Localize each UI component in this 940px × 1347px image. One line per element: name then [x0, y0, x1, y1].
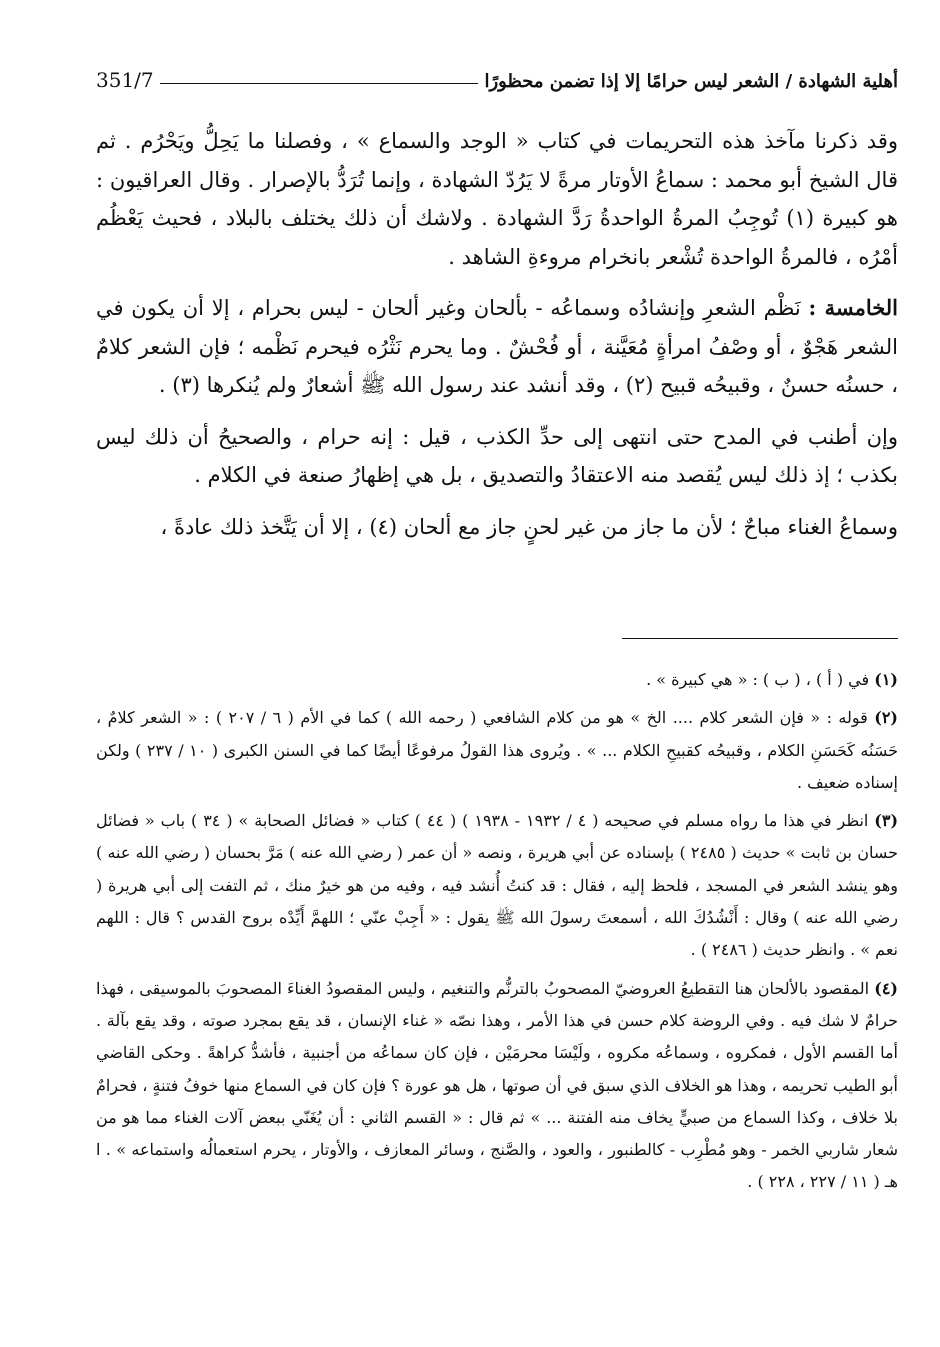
- footnotes: [96, 664, 898, 1199]
- paragraph-4: وسماعُ الغناء مباحٌ ؛ لأن ما جاز من غير لحنٍ جاز مع ألحان (٤) ، إلا أن يَتَّخذ ذلك عادةً ،: [160, 514, 898, 539]
- footnote-separator: [622, 638, 898, 639]
- running-title: أهلية الشهادة / الشعر ليس حرامًا إلا إذا تضمن محظورًا: [484, 71, 898, 92]
- page-header: [96, 56, 898, 96]
- footnote-4-number: (٤): [874, 978, 898, 998]
- page-number: 351/7: [96, 68, 154, 92]
- footnote-1-text: في ( أ ) ، ( ب ) : « هي كبيرة » .: [646, 670, 870, 689]
- footnote-3-number: (٣): [874, 811, 899, 831]
- header-rule: [160, 83, 479, 84]
- paragraph-1: وقد ذكرنا مآخذ هذه التحريمات في كتاب « الوجد والسماع » ، وفصلنا ما يَحِلُّ ويَحْرُم . ثم قال الشيخ أبو محمد : سماعُ الأوتار مرةً لا يَرُدّ الشهادة ، وإنما تُرَدُّ بالإصرار . وقال العراقيون : هو كبيرة (١) تُوجِبُ المرةُ الواحدةُ رَدَّ الشهادة . ولاشك أن ذلك يختلف بالبلاد ، فحيث يَعْظُم أمْرُه ، فالمرةُ الواحدة تُشْعر بانخرام مروءةِ الشاهد .: [96, 129, 898, 269]
- footnote-2-number: (٢): [874, 708, 898, 728]
- footnote-2: [96, 702, 898, 799]
- paragraph-2: [96, 289, 898, 405]
- main-text: [96, 122, 898, 546]
- section-heading-fifth: الخامسة :: [808, 295, 899, 320]
- footnote-4: [96, 973, 898, 1199]
- footnote-3-text: انظر في هذا ما رواه مسلم في صحيحه ( ٤ / ١٩٣٢ - ١٩٣٨ ) ( ٤٤ ) كتاب « فضائل الصحابة » ( ٣٤ ) باب « فضائل حسان بن ثابت » حديث ( ٢٤٨٥ ) بإسناده عن أبي هريرة ، ونصه « أن عمر ( رضي الله عنه ) مَرَّ بحسان ( رضي الله عنه ) وهو ينشد الشعر في المسجد ، فلحظ إليه ، فقال : قد كنتُ أُنشد فيه ، وفيه من هو خيرٌ منك ، ثم التفت إلى أبي هريرة ( رضي الله عنه ) وقال : أَنْشُدُكَ الله ، أسمعتَ رسولَ الله ﷺ يقول : « أَجِبْ عنّي ؛ اللهمَّ أَيِّدْه بروح القدس ؟ قال : اللهم نعم » . وانظر حديث ( ٢٤٨٦ ) .: [96, 811, 899, 960]
- paragraph-2-body: نَظْم الشعرِ وإنشادُه وسماعُه - بألحان وغير ألحان - ليس بحرام ، إلا أن يكون في الشعر هَجْوٌ ، أو وصْفُ امرأةٍ مُعَيَّنة ، أو فُحْشٌ . وما يحرم نَثْرُه فيحرم نَظْمه ؛ فإن الشعر كلامٌ ، حسنُه حسنٌ ، وقبيحُه قبيح (٢) ، وقد أنشد عند رسول الله ﷺ أشعارٌ ولم يُنكرها (٣) .: [96, 296, 898, 397]
- footnote-1-number: (١): [874, 670, 898, 689]
- paragraph-3: وإن أطنب في المدح حتى انتهى إلى حدِّ الكذب ، قيل : إنه حرام ، والصحيحُ أن ذلك ليس بكذب ؛ إذ ذلك ليس يُقصد منه الاعتقادُ والتصديق ، بل هي إظهارُ صنعة في الكلام .: [96, 424, 898, 487]
- footnote-1: [96, 664, 898, 696]
- footnote-2-text: قوله : « فإن الشعر كلام .... الخ » هو من كلام الشافعي ( رحمه الله ) كما في الأم ( ٦ / ٢٠٧ ) : « الشعر كلامٌ ، حَسَنُه كَحَسَنِ الكلام ، وقبيحُه كقبيحِ الكلام ... » . ويُروى هذا القولُ مرفوعًا أيضًا كما في السنن الكبرى ( ١٠ / ٢٣٧ ) ولكن إسناده ضعيف .: [96, 708, 899, 792]
- footnote-3: [96, 805, 898, 966]
- footnote-4-text: المقصود بالألحان هنا التقطيعُ العروضيّ المصحوبُ بالترنُّم والتنغيم ، وليس المقصودُ الغناءَ المصحوبَ بالموسيقى ، فهذا حرامٌ لا شك فيه . وفي الروضة كلام حسن في هذا الأمر ، وهذا نصّه « غناء الإنسان ، قد يقع بمجرد صوته ، وقد يقع بآلة . أما القسم الأول ، فمكروه ، وسماعُه مكروه ، ولَيْسَا محرمَيْن ، فإن كان سماعُه من أجنبية ، فأشدُّ كراهةً . وحكى القاضي أبو الطيب تحريمه ، وهذا هو الخلاف الذي سبق في أن صوتها ، هل هو عورة ؟ فإن كان في السماع منها خوفُ فتنةٍ ، فحرامٌ بلا خلاف ، وكذا السماع من صبيٍّ يخاف منه الفتنة ... » ثم قال : « القسم الثاني : أن يُغَنّي ببعض آلات الغناء مما هو من شعار شاربي الخمر - وهو مُطْرِب - كالطنبور ، والعود ، والصَّنج ، وسائر المعازف ، والأوتار ، يحرم استعمالُه واستماعه » . ا هـ ( ١١ / ٢٢٧ ، ٢٢٨ ) .: [96, 978, 899, 1192]
